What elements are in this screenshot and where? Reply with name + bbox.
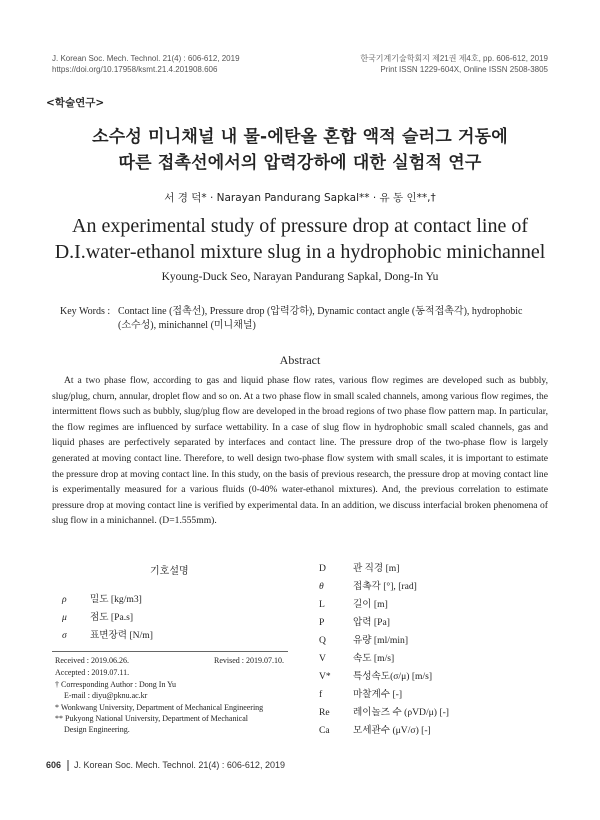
nomenclature-entry <box>319 686 402 700</box>
authors-korean: 서 경 덕* · Narayan Pandurang Sapkal** · 유 동 인**,† <box>164 192 436 204</box>
issn-info: Print ISSN 1229-604X, Online ISSN 2508-3805 <box>380 65 548 74</box>
affiliation-2: ** Pukyong National University, Department of Mechanical <box>55 714 248 723</box>
section-tag: <학술연구> <box>46 97 105 109</box>
nomenclature-symbol: σ <box>62 630 67 641</box>
title-english-line2: D.I.water-ethanol mixture slug in a hydrophobic minichannel <box>54 241 546 263</box>
journal-citation-ko: 한국기계기술학회지 제21권 제4호, pp. 606-612, 2019 <box>360 54 548 63</box>
nomenclature-symbol: Re <box>319 707 330 718</box>
footer-journal: J. Korean Soc. Mech. Technol. 21(4) : 606-612, 2019 <box>74 760 285 770</box>
nomenclature-symbol: D <box>319 563 326 574</box>
nomenclature-description: 점도 [Pa.s] <box>90 612 134 623</box>
title-english-line1: An experimental study of pressure drop at contact line of <box>72 215 528 237</box>
nomenclature-entry <box>319 650 394 664</box>
footer-separator <box>67 760 69 771</box>
nomenclature-symbol: L <box>319 599 325 610</box>
nomenclature-symbol: f <box>319 689 323 700</box>
nomenclature-symbol: θ <box>319 581 324 592</box>
nomenclature-heading: 기호설명 <box>150 566 189 577</box>
nomenclature-description: 길이 [m] <box>353 599 388 610</box>
nomenclature-symbol: Q <box>319 635 326 646</box>
nomenclature-description: 레이놀즈 수 (ρVD/μ) [-] <box>353 707 449 718</box>
revised-date: Revised : 2019.07.10. <box>214 656 284 665</box>
nomenclature-entry <box>319 722 431 736</box>
nomenclature-entry <box>319 578 417 592</box>
abstract-body: At a two phase flow, according to gas and liquid phase flow rates, various flow regimes are developed such as bubbly, slug/plug, churn, annular, droplet flow and so on. At a two phase flow in small scaled channels, among various flow regimes, the intermittent flows such as bubbly, slug/plug flow are developed in the broad regions of two phase flow pattern map. In particular, the flow regimes are influenced by surface wettability. In a case of slug flow in hydrophobic small scaled channels, gas and liquid phases are perfectively separated by interfaces and contact line. The pressure drop of the two-phase flow is largely generated at moving contact line. Therefore, to well design two-phase flow system with small scales, it is important to estimate the pressure drop at moving contact line. In this study, on the basis of previous research, the pressure drop at moving contact line is experimentally measured for a various fluids (0-40% water-ethanol mixtures). And, the previous correlation to estimate pressure drop at moving contact line is verified by experimental data. In an addition, we discuss interfacial broken phenomena of slug flow in a minichannel. (D=1.555mm). <box>52 375 548 527</box>
journal-citation: J. Korean Soc. Mech. Technol. 21(4) : 606-612, 2019 <box>52 54 240 63</box>
received-date: Received : 2019.06.26. <box>55 656 129 665</box>
nomenclature-symbol: ρ <box>62 594 67 605</box>
nomenclature-description: 특성속도(σ/μ) [m/s] <box>353 671 433 682</box>
keywords-line1: Contact line (접촉선), Pressure drop (압력강하), Dynamic contact angle (동적접촉각), hydrophobic <box>118 306 523 317</box>
nomenclature-symbol: P <box>319 617 325 628</box>
nomenclature-entry <box>62 627 153 641</box>
keywords-line2: (소수성), minichannel (미니채널) <box>118 320 256 331</box>
nomenclature-entry <box>319 668 432 682</box>
affiliation-1: * Wonkwang University, Department of Mechanical Engineering <box>55 703 264 712</box>
nomenclature-description: 관 직경 [m] <box>353 563 400 574</box>
nomenclature-description: 표면장력 [N/m] <box>90 630 153 641</box>
affiliation-2-cont: Design Engineering. <box>64 725 130 734</box>
page-number: 606 <box>46 760 62 770</box>
nomenclature-entry <box>319 596 388 610</box>
nomenclature-entry <box>62 591 142 605</box>
nomenclature-entry <box>62 609 133 623</box>
nomenclature-description: 유량 [ml/min] <box>353 635 409 646</box>
nomenclature-description: 모세관수 (μV/σ) [-] <box>353 725 431 736</box>
nomenclature-entry <box>319 614 390 628</box>
nomenclature-description: 밀도 [kg/m3] <box>90 594 142 605</box>
nomenclature-description: 접촉각 [°], [rad] <box>353 581 417 592</box>
doi-link[interactable]: https://doi.org/10.17958/ksmt.21.4.201908.606 <box>52 65 218 74</box>
nomenclature-symbol: μ <box>62 612 67 623</box>
nomenclature-symbol: Ca <box>319 725 330 736</box>
abstract-heading: Abstract <box>279 353 321 367</box>
nomenclature-symbol: V <box>319 653 326 664</box>
nomenclature-entry <box>319 632 408 646</box>
accepted-date: Accepted : 2019.07.11. <box>55 668 130 677</box>
footnote-divider <box>52 651 288 652</box>
nomenclature-description: 압력 [Pa] <box>353 617 390 628</box>
nomenclature-description: 마찰계수 [-] <box>353 689 403 700</box>
nomenclature-entry <box>319 704 449 718</box>
nomenclature-description: 속도 [m/s] <box>353 653 395 664</box>
title-korean-line1: 소수성 미니채널 내 물-에탄올 혼합 액적 슬러그 거동에 <box>92 127 508 147</box>
nomenclature-symbol: V* <box>319 671 331 682</box>
corresponding-author: † Corresponding Author : Dong In Yu <box>55 680 177 689</box>
title-korean-line2: 따른 접촉선에서의 압력강하에 대한 실험적 연구 <box>118 153 482 173</box>
authors-english: Kyoung-Duck Seo, Narayan Pandurang Sapkal, Dong-In Yu <box>161 271 439 283</box>
author-email[interactable]: E-mail : diyu@pknu.ac.kr <box>64 691 148 700</box>
nomenclature-entry <box>319 560 399 574</box>
keywords-label: Key Words : <box>60 306 111 317</box>
